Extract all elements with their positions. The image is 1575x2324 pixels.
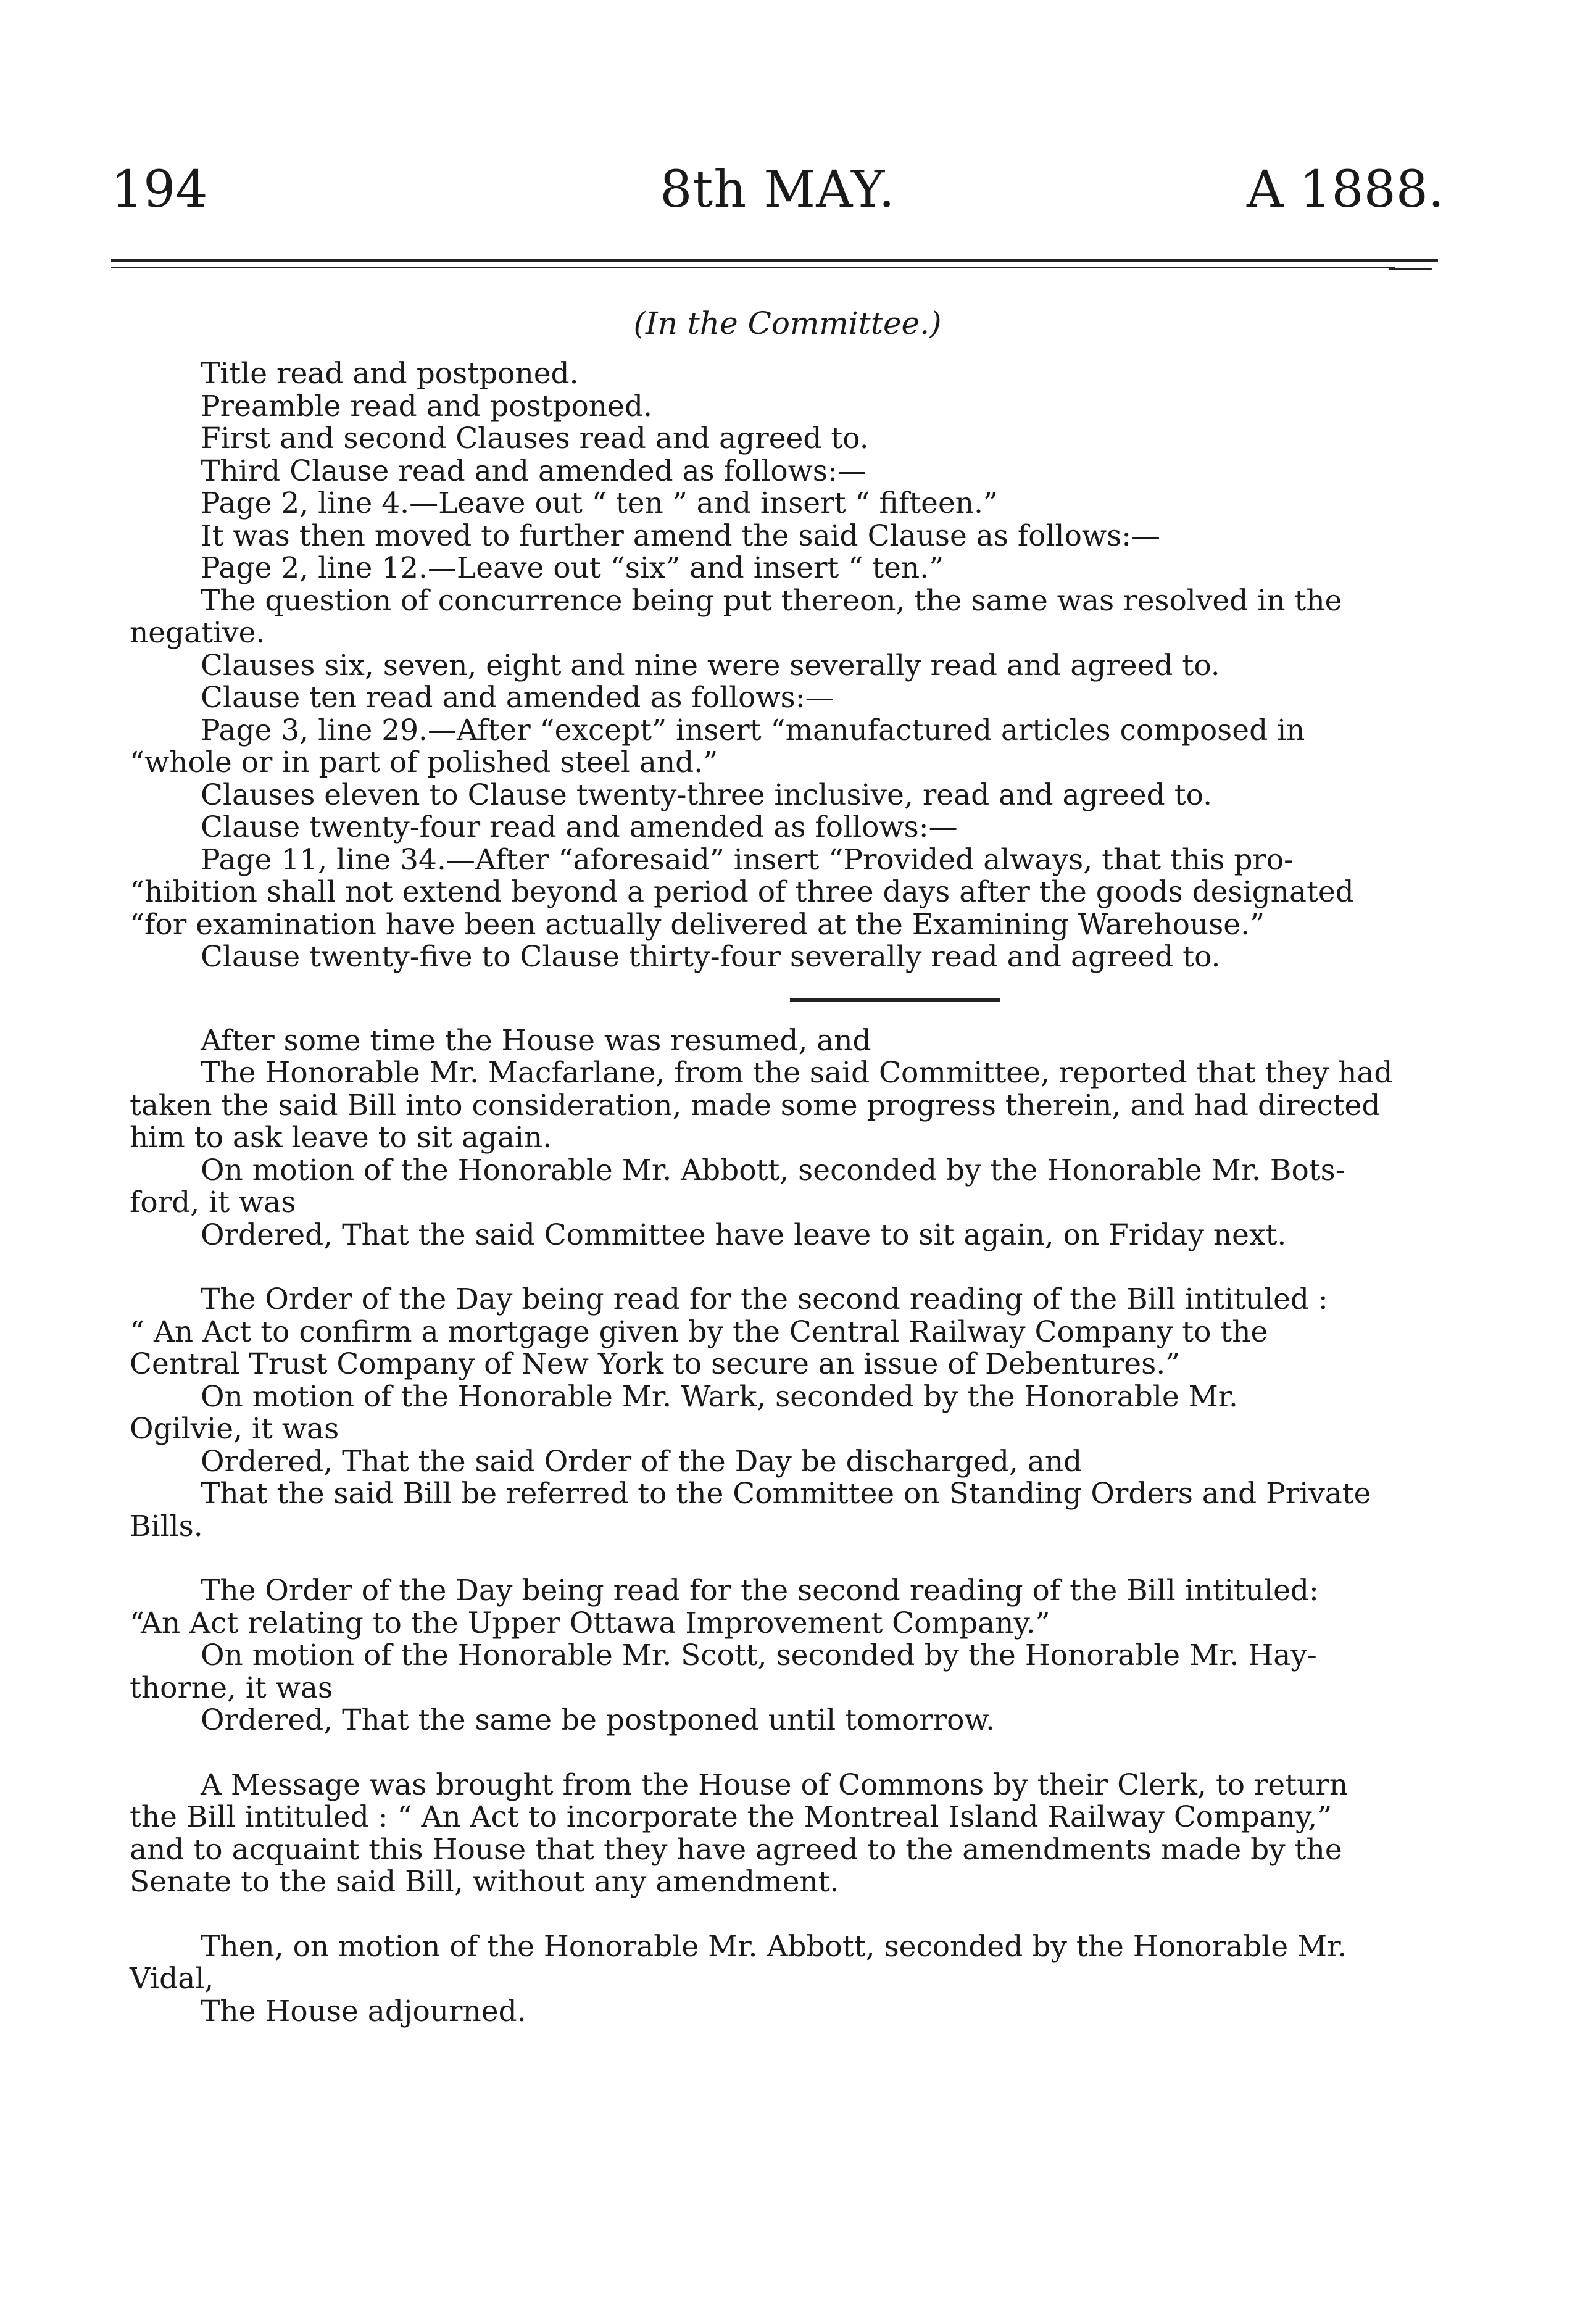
committee-heading: (In the Committee.) (633, 305, 942, 341)
text-line: Page 2, line 4.—Leave out “ ten ” and insert “ fifteen.” (201, 486, 998, 520)
text-line: Clause ten read and amended as follows:— (201, 681, 834, 715)
text-line: “ An Act to confirm a mortgage given by the Central Railway Company to the (130, 1314, 1268, 1349)
text-line: Title read and postponed. (201, 357, 579, 391)
page-header (111, 160, 1444, 228)
text-line: On motion of the Honorable Mr. Scott, seconded by the Honorable Mr. Hay- (201, 1638, 1317, 1672)
paragraph-gap (130, 1899, 1416, 1931)
text-line: the Bill intituled : “ An Act to incorporate the Montreal Island Railway Company,” (130, 1800, 1332, 1834)
text-line: The Order of the Day being read for the second reading of the Bill intituled : (201, 1282, 1328, 1316)
header-rule (111, 259, 1438, 262)
text-line: On motion of the Honorable Mr. Wark, seconded by the Honorable Mr. (201, 1379, 1238, 1414)
text-line: taken the said Bill into consideration, made some progress therein, and had directed (130, 1088, 1381, 1123)
text-line: Then, on motion of the Honorable Mr. Abbott, seconded by the Honorable Mr. (201, 1929, 1347, 1964)
text-line: “hibition shall not extend beyond a period of three days after the goods designated (130, 875, 1354, 909)
text-line: Page 11, line 34.—After “aforesaid” insert “Provided always, that this pro- (201, 842, 1294, 877)
text-line: Clause twenty-five to Clause thirty-four severally read and agreed to. (201, 940, 1221, 974)
text-line: After some time the House was resumed, and (201, 1023, 871, 1058)
text-line: That the said Bill be referred to the Committee on Standing Orders and Private (201, 1477, 1371, 1511)
text-line: Ogilvie, it was (130, 1412, 339, 1446)
text-line: Clauses eleven to Clause twenty-three inclusive, read and agreed to. (201, 778, 1213, 812)
text-line: The Order of the Day being read for the second reading of the Bill intituled: (201, 1574, 1319, 1608)
text-line: The Honorable Mr. Macfarlane, from the said Committee, reported that they had (201, 1056, 1393, 1090)
text-line: Third Clause read and amended as follows:— (201, 454, 866, 488)
text-line: him to ask leave to sit again. (130, 1121, 552, 1155)
text-line: On motion of the Honorable Mr. Abbott, seconded by the Honorable Mr. Bots- (201, 1153, 1345, 1187)
text-line: Central Trust Company of New York to secure an issue of Debentures.” (130, 1347, 1181, 1381)
text-line: Page 3, line 29.—After “except” insert “manufactured articles composed in (201, 713, 1305, 747)
text-line: and to acquaint this House that they have agreed to the amendments made by the (130, 1832, 1342, 1867)
text-line: Bills. (130, 1509, 203, 1543)
text-line: Vidal, (130, 1962, 214, 1996)
text-line: Clause twenty-four read and amended as follows:— (201, 810, 958, 844)
running-head: 8th MAY. (660, 160, 896, 219)
header-rule-tip (1389, 254, 1445, 270)
text-line: A Message was brought from the House of Commons by their Clerk, to return (201, 1767, 1349, 1802)
text-line: First and second Clauses read and agreed to. (201, 421, 869, 455)
text-line: thorne, it was (130, 1670, 333, 1705)
text-line: “An Act relating to the Upper Ottawa Improvement Company.” (130, 1606, 1050, 1640)
text-line: Preamble read and postponed. (201, 389, 652, 423)
text-line: Ordered, That the said Committee have leave to sit again, on Friday next. (201, 1218, 1287, 1252)
header-rule-thin (111, 267, 1395, 268)
text-line: Ordered, That the same be postponed until tomorrow. (201, 1703, 995, 1737)
paragraph-gap (130, 1251, 1416, 1284)
text-line: negative. (130, 616, 265, 650)
page-number: 194 (111, 160, 208, 219)
text-line: It was then moved to further amend the said Clause as follows:— (201, 518, 1161, 553)
text-line: Senate to the said Bill, without any amendment. (130, 1865, 839, 1899)
text-line: “for examination have been actually delivered at the Examining Warehouse.” (130, 907, 1265, 942)
text-line: Ordered, That the said Order of the Day be discharged, and (201, 1444, 1083, 1479)
journal-body (130, 358, 1416, 2028)
paragraph-gap (130, 1543, 1416, 1575)
section-separator (790, 998, 1000, 1002)
text-line: Clauses six, seven, eight and nine were severally read and agreed to. (201, 648, 1220, 683)
text-line: “whole or in part of polished steel and.” (130, 745, 718, 779)
text-line: Page 2, line 12.—Leave out “six” and insert “ ten.” (201, 551, 944, 585)
text-line: The House adjourned. (201, 1994, 526, 2028)
text-line: The question of concurrence being put thereon, the same was resolved in the (201, 583, 1342, 618)
year-label: A 1888. (1246, 160, 1444, 219)
paragraph-gap (130, 1737, 1416, 1769)
text-line: ford, it was (130, 1185, 296, 1219)
